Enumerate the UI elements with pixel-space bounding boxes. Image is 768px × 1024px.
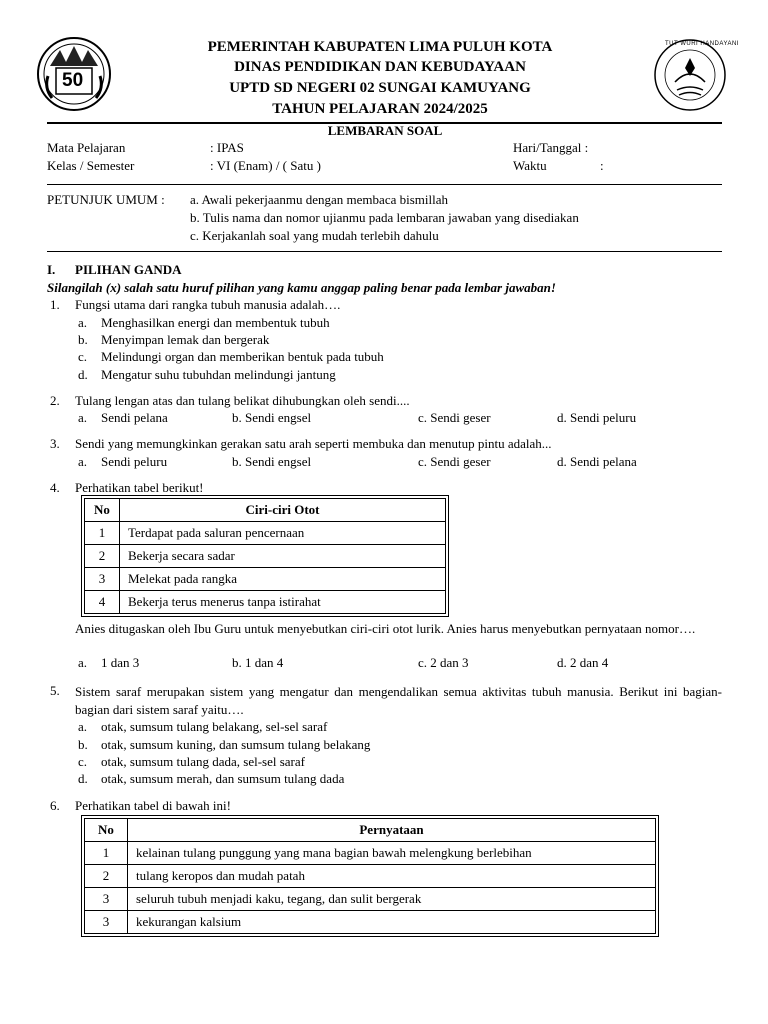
row-text: kelainan tulang punggung yang mana bagian bawah melengkung berlebihan <box>128 842 656 865</box>
option-letter: a. <box>78 315 88 330</box>
row-number: 3 <box>85 568 120 591</box>
time-label: Waktu <box>513 158 547 173</box>
regency-logo-number: 50 <box>62 70 84 91</box>
question-2-option-b: b. Sendi engsel <box>232 410 312 425</box>
muscle-traits-table <box>84 498 446 614</box>
table-header-trait: Ciri-ciri Otot <box>120 499 446 522</box>
table-header-statement: Pernyataan <box>128 819 656 842</box>
class-label: Kelas / Semester <box>47 158 135 173</box>
row-text: Bekerja secara sadar <box>120 545 446 568</box>
question-5-option-b: otak, sumsum kuning, dan sumsum tulang belakang <box>101 737 371 752</box>
table-row <box>85 911 656 934</box>
table-header-row <box>85 499 446 522</box>
header-line-2: DINAS PENDIDIKAN DAN KEBUDAYAAN <box>234 59 526 75</box>
table-row <box>85 522 446 545</box>
question-1-option-d: Mengatur suhu tubuhdan melindungi jantung <box>101 367 336 382</box>
class-value: : VI (Enam) / ( Satu ) <box>210 158 321 173</box>
question-3-option-b: b. Sendi engsel <box>232 454 312 469</box>
question-6-number: 6. <box>50 798 60 813</box>
table-header-row <box>85 819 656 842</box>
question-5-number: 5. <box>50 683 60 698</box>
row-text: seluruh tubuh menjadi kaku, tegang, dan sulit bergerak <box>128 888 656 911</box>
time-colon: : <box>600 158 604 173</box>
option-letter: c. <box>78 349 88 364</box>
table-row <box>85 568 446 591</box>
row-text: Terdapat pada saluran pencernaan <box>120 522 446 545</box>
question-3-text: Sendi yang memungkinkan gerakan satu arah seperti membuka dan menutup pintu adalah... <box>75 436 552 451</box>
info-divider <box>47 184 722 185</box>
question-5-text: Sistem saraf merupakan sistem yang mengatur dan mengendalikan semua aktivitas tubuh manusia. Berikut ini bagian-bagian dari sistem saraf yaitu…. <box>75 684 722 717</box>
table-row <box>85 888 656 911</box>
table-header-no: No <box>85 499 120 522</box>
instruction-c: c. Kerjakanlah soal yang mudah terlebih dahulu <box>190 228 439 243</box>
row-number: 4 <box>85 591 120 614</box>
instructions-divider <box>47 251 722 252</box>
section-title: PILIHAN GANDA <box>75 262 182 277</box>
question-4-option-b: b. 1 dan 4 <box>232 655 284 670</box>
question-3-option-a: Sendi peluru <box>101 454 168 469</box>
row-number: 2 <box>85 865 128 888</box>
question-2-option-a: Sendi pelana <box>101 410 168 425</box>
question-5-option-a: otak, sumsum tulang belakang, sel-sel saraf <box>101 719 328 734</box>
header-line-3: UPTD SD NEGERI 02 SUNGAI KAMUYANG <box>229 80 531 96</box>
table-row <box>85 865 656 888</box>
regency-logo <box>36 36 112 112</box>
option-letter: d. <box>78 771 88 786</box>
question-1-number: 1. <box>50 297 60 312</box>
question-4-text: Perhatikan tabel berikut! <box>75 480 204 495</box>
subject-label: Mata Pelajaran <box>47 140 126 155</box>
question-1-option-c: Melindungi organ dan memberikan bentuk pada tubuh <box>101 349 384 364</box>
row-number: 1 <box>85 842 128 865</box>
question-4-option-a: 1 dan 3 <box>101 655 140 670</box>
question-2-number: 2. <box>50 393 60 408</box>
option-letter: b. <box>78 332 88 347</box>
table-row <box>85 842 656 865</box>
row-text: kekurangan kalsium <box>128 911 656 934</box>
tut-wuri-motto: TUT WURI HANDAYANI <box>665 41 740 47</box>
header-line-1: PEMERINTAH KABUPATEN LIMA PULUH KOTA <box>207 39 553 55</box>
row-text: Melekat pada rangka <box>120 568 446 591</box>
instruction-b: b. Tulis nama dan nomor ujianmu pada lembaran jawaban yang disediakan <box>190 210 579 225</box>
statements-table <box>84 818 656 934</box>
row-number: 1 <box>85 522 120 545</box>
question-1-option-b: Menyimpan lemak dan bergerak <box>101 332 270 347</box>
table-row <box>85 591 446 614</box>
question-3-option-c: c. Sendi geser <box>418 454 491 469</box>
tut-wuri-handayani-logo <box>653 38 740 112</box>
question-3-option-d: d. Sendi pelana <box>557 454 637 469</box>
question-1-text: Fungsi utama dari rangka tubuh manusia adalah…. <box>75 297 341 312</box>
table-header-no: No <box>85 819 128 842</box>
day-date-label: Hari/Tanggal : <box>513 140 589 155</box>
question-2-text: Tulang lengan atas dan tulang belikat dihubungkan oleh sendi.... <box>75 393 410 408</box>
option-letter: d. <box>78 367 88 382</box>
section-number: I. <box>47 262 56 277</box>
sheet-title: LEMBARAN SOAL <box>327 123 443 138</box>
row-number: 3 <box>85 888 128 911</box>
question-6-text: Perhatikan tabel di bawah ini! <box>75 798 231 813</box>
question-4-number: 4. <box>50 480 60 495</box>
instructions-label: PETUNJUK UMUM : <box>47 192 165 207</box>
option-letter: a. <box>78 655 88 670</box>
question-1-option-a: Menghasilkan energi dan membentuk tubuh <box>101 315 330 330</box>
subject-value: : IPAS <box>210 140 244 155</box>
question-2-option-c: c. Sendi geser <box>418 410 491 425</box>
question-2-option-d: d. Sendi peluru <box>557 410 637 425</box>
option-letter: b. <box>78 737 88 752</box>
question-5-option-d: otak, sumsum merah, dan sumsum tulang dada <box>101 771 345 786</box>
row-text: Bekerja terus menerus tanpa istirahat <box>120 591 446 614</box>
option-letter: a. <box>78 719 88 734</box>
instruction-a: a. Awali pekerjaanmu dengan membaca bismillah <box>190 192 448 207</box>
question-4-followup: Anies ditugaskan oleh Ibu Guru untuk menyebutkan ciri-ciri otot lurik. Anies harus menyebutkan pernyataan nomor…. <box>75 621 696 636</box>
section-directive: Silangilah (x) salah satu huruf pilihan yang kamu anggap paling benar pada lembar jawaban! <box>47 280 556 295</box>
question-4-option-d: d. 2 dan 4 <box>557 655 609 670</box>
row-number: 2 <box>85 545 120 568</box>
option-letter: c. <box>78 754 88 769</box>
row-text: tulang keropos dan mudah patah <box>128 865 656 888</box>
header-line-4: TAHUN PELAJARAN 2024/2025 <box>272 101 488 117</box>
question-4-option-c: c. 2 dan 3 <box>418 655 469 670</box>
question-5-option-c: otak, sumsum tulang dada, sel-sel saraf <box>101 754 305 769</box>
option-letter: a. <box>78 454 88 469</box>
question-3-number: 3. <box>50 436 60 451</box>
option-letter: a. <box>78 410 88 425</box>
row-number: 3 <box>85 911 128 934</box>
table-row <box>85 545 446 568</box>
